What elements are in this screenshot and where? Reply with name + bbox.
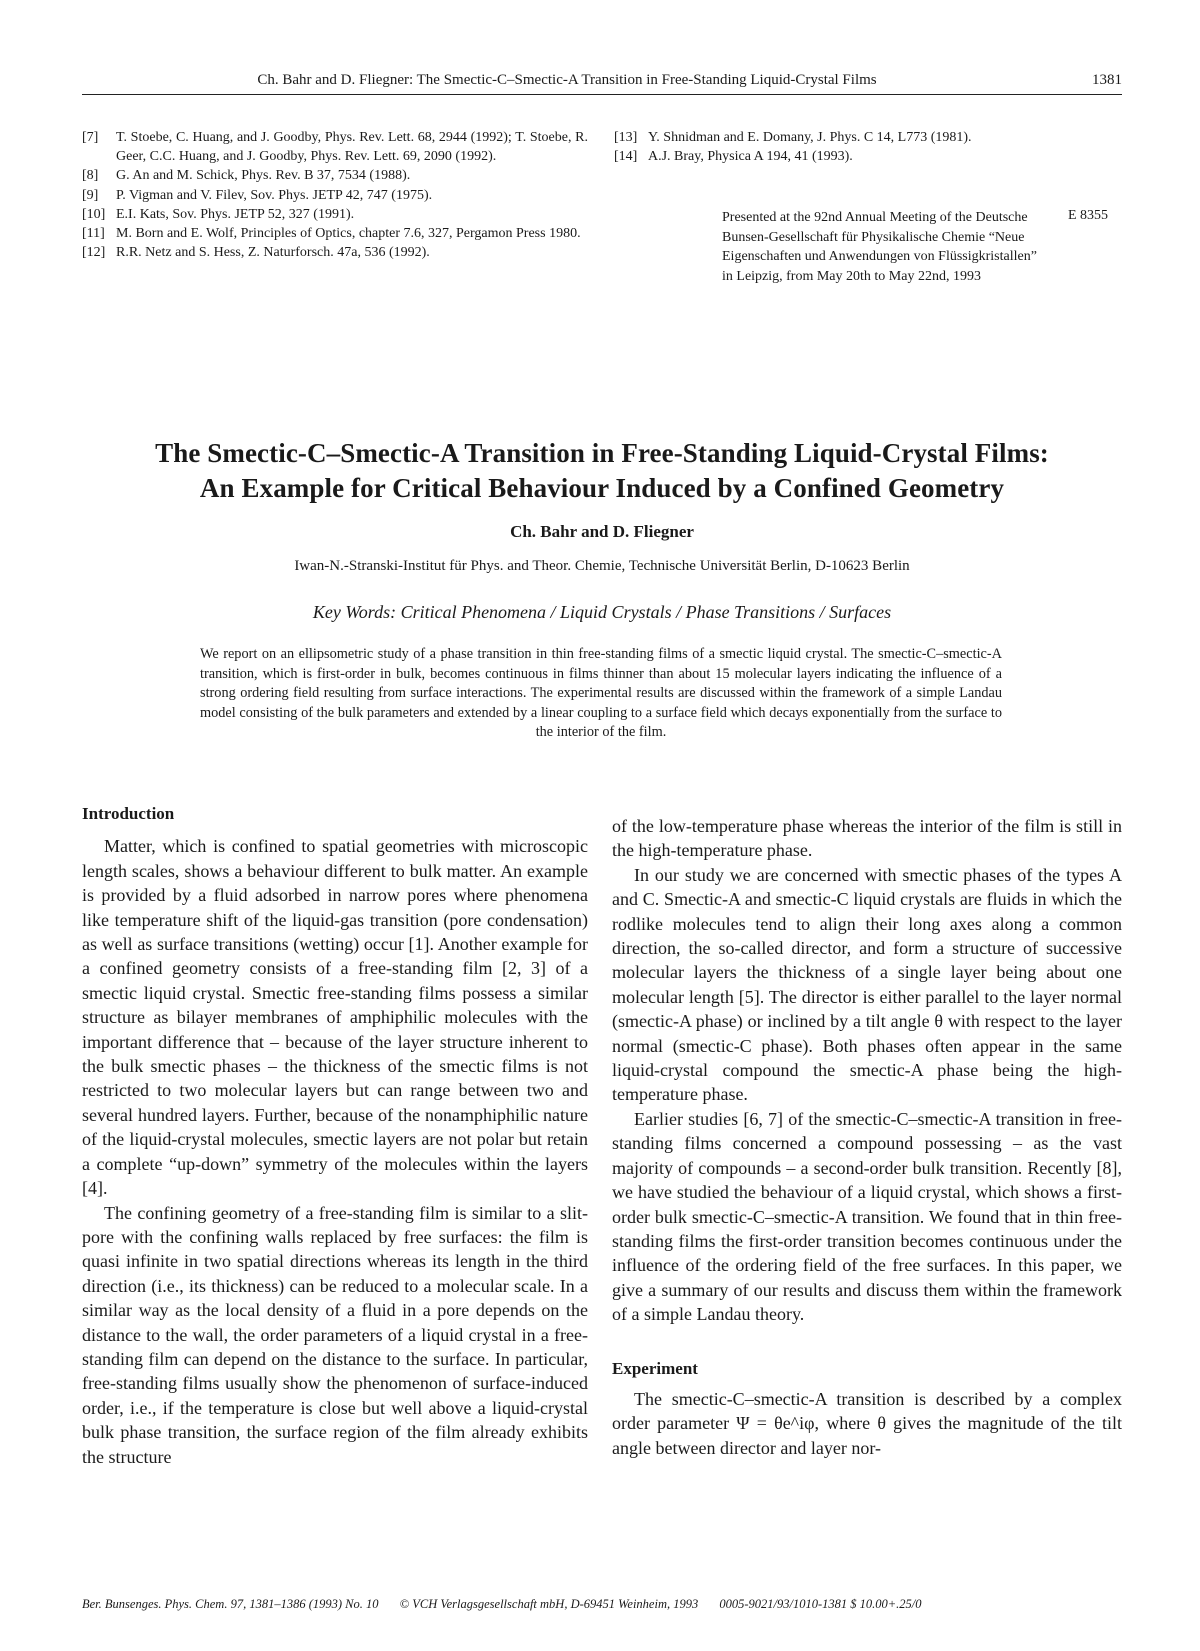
paragraph: of the low-temperature phase whereas the interior of the film is still in the high-temperature phase. — [612, 816, 1122, 861]
title-line-2: An Example for Critical Behaviour Induced by a Confined Geometry — [199, 473, 1005, 503]
reference-number: [10] — [82, 206, 106, 222]
article-title — [82, 436, 1122, 506]
reference-item — [82, 186, 588, 205]
reference-item — [82, 166, 588, 185]
page-footer — [82, 1597, 1122, 1612]
authors: Ch. Bahr and D. Fliegner — [510, 522, 694, 541]
running-head — [82, 70, 1122, 95]
reference-item — [82, 205, 588, 224]
body-column-left — [82, 802, 588, 1469]
running-head-title: Ch. Bahr and D. Fliegner: The Smectic-C–Smectic-A Transition in Free-Standing Liquid-Crystal Films — [257, 72, 877, 88]
section-heading-experiment: Experiment — [612, 1358, 698, 1378]
reference-text: P. Vigman and V. Filev, Sov. Phys. JETP 42, 747 (1975). — [116, 187, 433, 203]
reference-text: T. Stoebe, C. Huang, and J. Goodby, Phys. Rev. Lett. 68, 2944 (1992); T. Stoebe, R. Geer, C.C. Huang, and J. Goodby, Phys. Rev. Lett. 69, 2090 (1992). — [116, 130, 588, 165]
reference-item — [82, 128, 588, 166]
reference-number: [13] — [614, 130, 638, 145]
reference-number: [11] — [82, 226, 105, 242]
footer-publisher: © VCH Verlagsgesellschaft mbH, D-69451 Weinheim, 1993 — [399, 1597, 699, 1611]
paragraph: In our study we are concerned with smectic phases of the types A and C. Smectic-A and smectic-C liquid crystals are fluids in which the rodlike molecules tend to align their long axes along a common direction, the so-called director, and form a structure of successive molecular layers the thickness of a single layer being about one molecular length [5]. The director is either parallel to the layer normal (smectic-A phase) or inclined by a tilt angle θ with respect to the layer normal (smectic-C phase). Both phases often appear in the same liquid-crystal compound the smectic-A phase being the high-temperature phase. — [612, 864, 1122, 1105]
reference-item — [82, 224, 588, 243]
title-line-1: The Smectic-C–Smectic-A Transition in Free-Standing Liquid-Crystal Films: — [155, 438, 1049, 468]
reference-number: [9] — [82, 187, 99, 203]
presented-note: Presented at the 92nd Annual Meeting of the Deutsche Bunsen-Gesellschaft für Physikalische Chemie “Neue Eigenschaften und Anwendungen von Flüssigkristallen” in Leipzig, from May 20th to May 22nd, 1993 — [722, 210, 1037, 284]
abstract: We report on an ellipsometric study of a phase transition in thin free-standing films of a smectic liquid crystal. The smectic-C–smectic-A transition, which is first-order in bulk, becomes continuous in films thinner than about 15 molecular layers indicating the influence of a strong ordering field resulting from surface interactions. The experimental results are discussed within the framework of a simple Landau model consisting of the bulk parameters and extended by a linear coupling to a surface field which decays exponentially from the surface to the interior of the film. — [200, 646, 1002, 741]
footer-journal: Ber. Bunsenges. Phys. Chem. 97, 1381–1386 (1993) No. 10 — [82, 1597, 379, 1611]
reference-text: Y. Shnidman and E. Domany, J. Phys. C 14, L773 (1981). — [648, 130, 972, 145]
paragraph: Earlier studies [6, 7] of the smectic-C–smectic-A transition in free-standing films concerned a compound possessing – as the vast majority of compounds – a second-order bulk transition. Recently [8], we have studied the behaviour of a liquid crystal, which shows a first-order bulk smectic-C–smectic-A transition. We found that in thin free-standing films the first-order transition becomes continuous under the influence of the ordering field of the free surfaces. In this paper, we give a summary of our results and discuss them within the framework of a simple Landau theory. — [612, 1108, 1122, 1325]
affiliation: Iwan-N.-Stranski-Institut für Phys. and Theor. Chemie, Technische Universität Berlin, D-10623 Berlin — [294, 558, 910, 574]
section-heading-introduction: Introduction — [82, 804, 175, 823]
reference-number: [7] — [82, 130, 99, 145]
reference-text: G. An and M. Schick, Phys. Rev. B 37, 7534 (1988). — [116, 168, 411, 184]
references-left — [82, 128, 588, 262]
paragraph: The smectic-C–smectic-A transition is described by a complex order parameter Ψ = θe^iφ, where θ gives the magnitude of the tilt angle between director and layer nor- — [612, 1388, 1122, 1458]
footer-code: 0005-9021/93/1010-1381 $ 10.00+.25/0 — [719, 1597, 922, 1611]
paragraph: The confining geometry of a free-standing film is similar to a slit-pore with the confining walls replaced by free surfaces: the film is quasi infinite in two spatial directions whereas its length in the third direction (i.e., its thickness) can be reduced to a molecular scale. In a similar way as the local density of a fluid in a pore depends on the distance to the wall, the order parameters of a liquid crystal in a free-standing film can depend on the distance to the surface. In particular, free-standing films usually show the phenomenon of surface-induced order, i.e., if the temperature is close but well above a liquid-crystal bulk phase transition, the surface region of the film already exhibits the structure — [82, 1202, 588, 1467]
references-right — [614, 128, 1122, 166]
reference-text: A.J. Bray, Physica A 194, 41 (1993). — [648, 149, 853, 165]
reference-number: [12] — [82, 245, 106, 261]
reference-item — [82, 243, 588, 262]
paragraph: Matter, which is confined to spatial geometries with microscopic length scales, shows a behaviour different to bulk matter. An example is provided by a fluid adsorbed in narrow pores where phenomena like temperature shift of the liquid-gas transition (pore condensation) as well as surface transitions (wetting) occur [1]. Another example for a confined geometry consists of a free-standing film [2, 3] of a smectic liquid crystal. Smectic free-standing films possess a similar structure as bilayer membranes of amphiphilic molecules with the important difference that – because of the layer structure inherent to the bulk smectic phases – the thickness of the smectic films is not restricted to two molecular layers but can range between two and several hundred layers. Further, because of the nonamphiphilic nature of the liquid-crystal molecules, smectic layers are not polar but retain a complete “up-down” symmetry of the molecules within the layers [4]. — [82, 836, 588, 1199]
body-column-right — [612, 814, 1122, 1460]
reference-text: E.I. Kats, Sov. Phys. JETP 52, 327 (1991). — [116, 206, 355, 222]
page-number: 1381 — [1092, 72, 1122, 88]
reference-item — [614, 147, 1122, 166]
reference-text: R.R. Netz and S. Hess, Z. Naturforsch. 47a, 536 (1992). — [116, 245, 430, 261]
reference-number: [8] — [82, 168, 99, 184]
reference-item — [614, 128, 1122, 147]
reference-number: [14] — [614, 149, 638, 165]
reference-text: M. Born and E. Wolf, Principles of Optics, chapter 7.6, 327, Pergamon Press 1980. — [116, 226, 581, 242]
editorial-code: E 8355 — [1068, 208, 1109, 223]
keywords: Key Words: Critical Phenomena / Liquid Crystals / Phase Transitions / Surfaces — [312, 602, 892, 622]
